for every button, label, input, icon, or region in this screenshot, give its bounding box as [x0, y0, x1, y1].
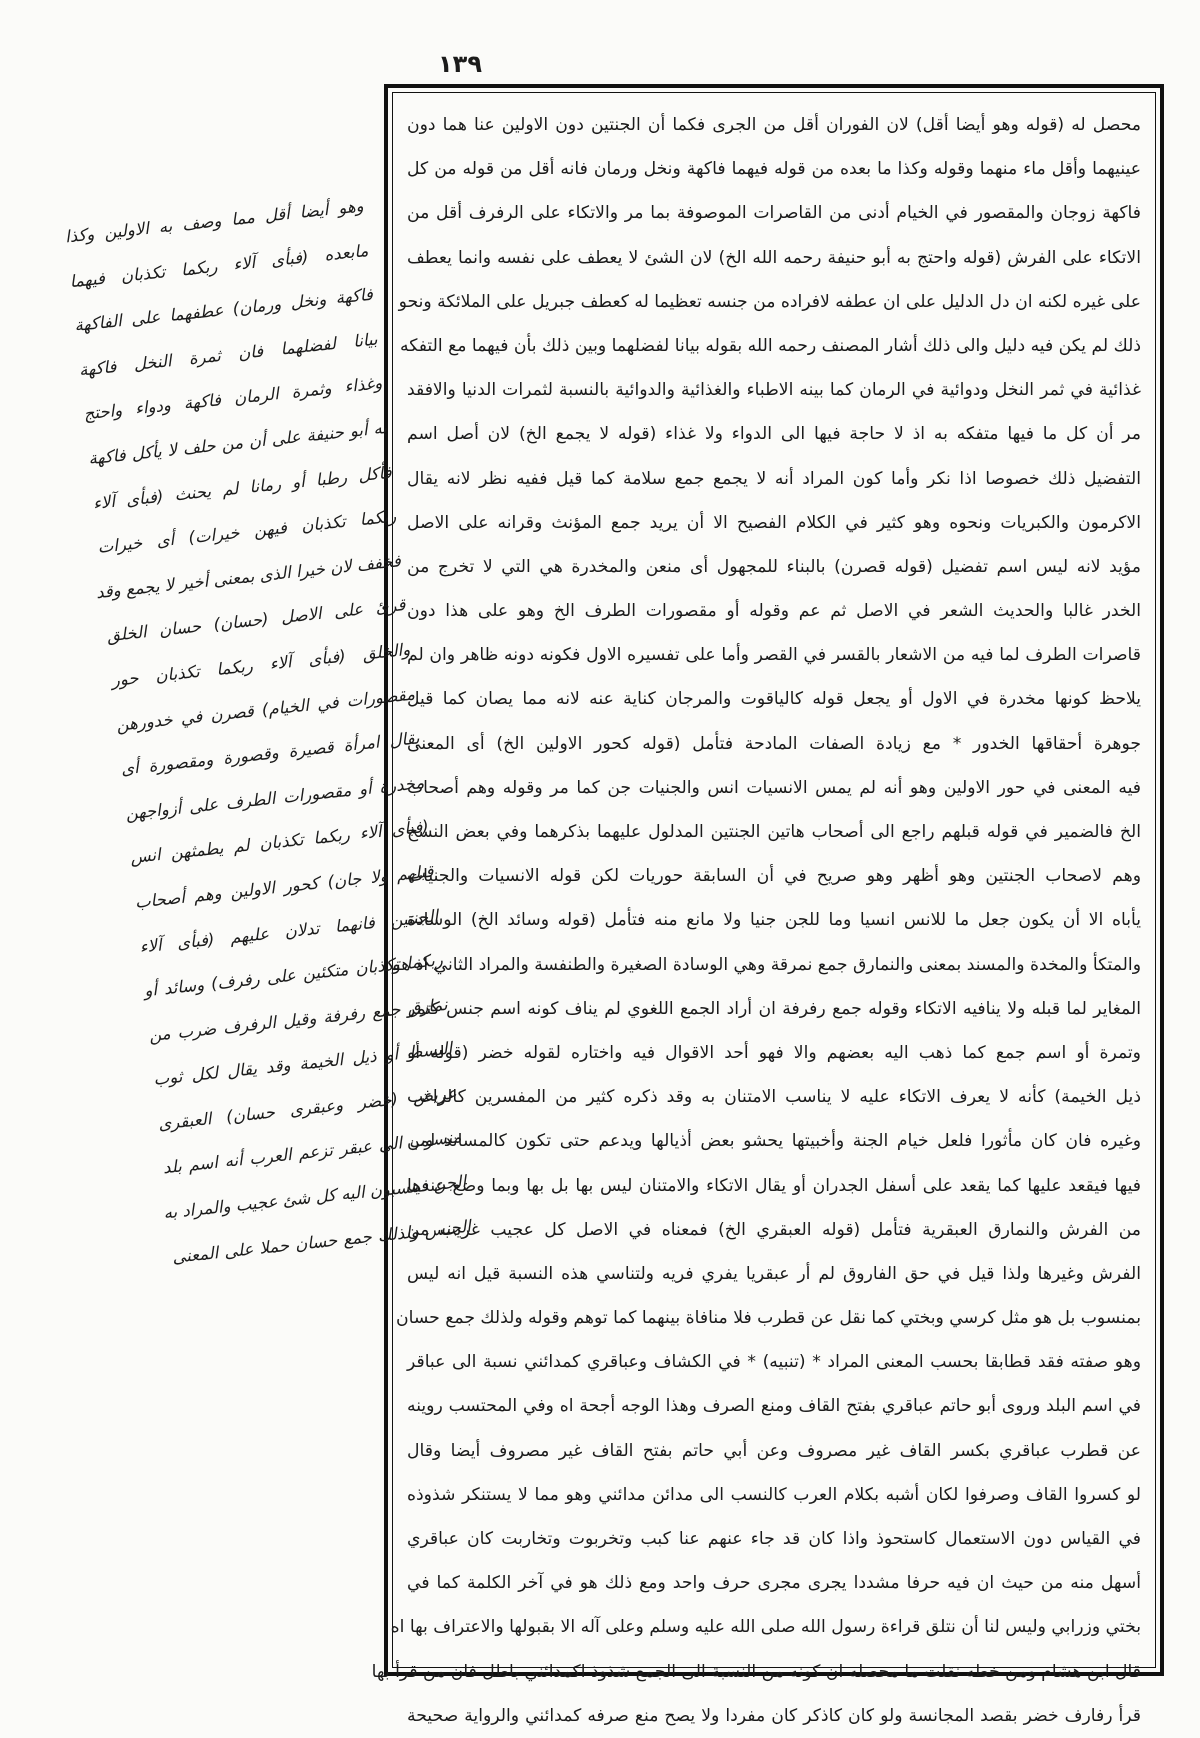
margin-text-line: منسوب الى عبقر تزعم العرب أنه اسم بلد	[161, 1127, 463, 1178]
margin-text-line: بيانا لفضلهما فان ثمرة النخل فاكهة	[78, 329, 379, 380]
margin-text-line: عريض (خضر وعبقرى حسان) العبقرى	[157, 1083, 458, 1134]
margin-text-line: يقال امرأة قصيرة وقصورة ومقصورة أى	[120, 728, 421, 779]
main-text-line: مر أن كل ما فيها متفكه به اذ لا حاجة فيها الى الدواء ولا غذاء (قوله لا يجمع الخ) لان أصل اسم	[407, 424, 1141, 445]
margin-text-line: وهو أيضا أقل مما وصف به الاولين وكذا	[64, 196, 365, 247]
page-number: ١٣٩	[438, 50, 482, 78]
main-text-line: وهو صفته فقد قطابقا بحسب المعنى المراد * (تنبيه) * في الكشاف وعباقري كمدائني نسبة الى عباقر	[407, 1352, 1141, 1373]
main-text-line: في القياس دون الاستعمال كاستحوذ واذا كان قد جاء عنهم عنا كبب وتخربوت وتخاربت كان عباقري	[407, 1529, 1141, 1549]
main-text-line: عن قطرب عباقري بكسر القاف غير مصروف وعن أبي حاتم بفتح القاف غير مصروف أيضا وقال	[407, 1440, 1141, 1461]
margin-text-line: ربكما تكذبان متكئين على رفرف) وسائد أو	[143, 950, 444, 1001]
main-text-line: والمتكأ والمخدة والمسند بمعنى والنمارق جمع نمرقة وهي الوسادة الصغيرة والطنفسة والمراد الثاني اذ هو	[392, 954, 1141, 975]
margin-text-line: فأكل رطبا أو رمانا لم يحنث (فبأى آلاء	[92, 462, 393, 513]
main-text-line: فيه المعنى في حور الاولين وهو أنه لم يمس الانسيات انس والجنيات جن كما مر وقوله وهم أصحاب	[407, 777, 1141, 798]
main-text-line: ذلك لم يكن فيه دليل والى ذلك أشار المصنف رحمه الله بقوله بيانا لفضلهما وبين ذلك بأن فيهما مع التفكه	[400, 335, 1141, 356]
margin-text-line: مابعده (فبأى آلاء ربكما تكذبان فيهما	[68, 240, 370, 291]
main-text-line: عينيهما وأقل ماء منهما وقوله وكذا ما بعده من قوله فيهما فاكهة ونخل ورمان فانه أقل من قوله من كل	[407, 159, 1141, 180]
main-text-line: وهم لاصحاب الجنتين وهو أظهر وهو صريح في أن السابقة حوريات لكن قوله الانسيات والجنيات	[407, 866, 1141, 887]
main-text-line: بختي وزرابي وليس لنا أن نتلق قراءة رسول الله صلى الله عليه وسلم وعلى آله الا بقبولها والاعتراف بها اه	[390, 1617, 1141, 1638]
main-text-line: أسهل منه من حيث ان فيه حرفا مشددا يجرى مجرى حرف واحد ومع ذلك هو في آخر الكلمة كما في	[407, 1573, 1141, 1594]
main-text-line: قرأ رفارف خضر بقصد المجانسة ولو كان كاذكر كان مفردا ولا يصح منع صرفه كمدائني والرواية صحيحة	[407, 1705, 1141, 1726]
margin-text-line: مقصورات في الخيام) قصرن في خدورهن	[115, 684, 416, 735]
margin-text-line: الجنتين فانهما تدلان عليهم (فبأى آلاء	[138, 905, 439, 957]
main-text-line: على غيره لكنه ان دل الدليل على ان عطفه لافراده من جنسه تعظيما له كعطف جبريل على الملائكة ونحو	[398, 291, 1141, 312]
main-text-line: لو كسروا القاف وصرفوا لكان أشبه بكلام العرب كالنسب الى مدائن مدائني وهو مما لا يستنكر شذوذه	[407, 1484, 1141, 1505]
main-text-line: وتمرة أو اسم جمع كما ذهب اليه بعضهم والا فهو أحد الاقوال فيه واختاره لقوله خضر (قوله أو	[407, 1042, 1141, 1063]
main-text-line: الفرش وغيرها ولذا قيل في حق الفاروق لم أر عبقريا يفري فريه ولتناسي هذه النسبة قيل انه ليس	[407, 1263, 1141, 1284]
margin-text-line: وغذاء وثمرة الرمان فاكهة ودواء واحتج	[82, 373, 384, 424]
main-text-line: قاصرات الطرف لما فيه من الاشعار بالقسر في القصر وأما على تفسيره الاول فكونه دونه ظاهر وان لم	[407, 645, 1141, 666]
main-text-line: قال ابن هشام ومن خطه نقلت ما محصله ان كونه من النسبة الى الجمع شذوذ اكمدائني باطل فان من قرأ بها	[371, 1661, 1141, 1682]
margin-text-line: (فبأى آلاء ربكما تكذبان لم يطمثهن انس	[129, 817, 430, 868]
main-text-line: ذيل الخيمة) كأنه لا يعرف الاتكاء عليه لا يناسب الامتنان به وقد ذكره كثير من المفسرين كالراغب	[407, 1087, 1141, 1108]
margin-text-line: الجنس ولذلك جمع حسان حملا على المعنى	[171, 1216, 472, 1267]
margin-text-line: به أبو حنيفة على أن من حلف لا يأكل فاكهة	[87, 418, 388, 469]
main-text-line: بمنسوب بل هو مثل كرسي وبختي كما نقل عن قطرب فلا منافاة بينهما كما توهم وقوله ولذلك جمع حسان	[395, 1308, 1141, 1329]
main-text-line: جوهرة أحقاقها الخدور * مع زيادة الصفات المادحة فتأمل (قوله كحور الاولين الخ) أى المعنى	[407, 733, 1141, 754]
margin-text-line: والخلق (فبأى آلاء ربكما تكذبان حور	[110, 639, 412, 691]
main-text-line: الخ فالضمير في قوله قبلهم راجع الى أصحاب هاتين الجنتين المدلول عليهما بذكرهما وفي بعض النسخ	[407, 822, 1141, 842]
main-text-line: التفضيل ذلك خصوصا اذا نكر وأما كون المراد أنه لا يجمع جمع سلامة كما قيل ففيه نظر لانه يقال	[407, 468, 1141, 489]
main-text-frame	[371, 84, 1164, 1726]
margin-text-line: فخفف لان خيرا الذى بمعنى أخير لا يجمع وقد	[94, 551, 402, 602]
margin-text-line: قرئ على الاصل (حسان) حسان الخلق	[106, 595, 407, 646]
main-text-line: فيها فيقعد عليها كما يقعد على أسفل الجدران أو يقال الاتكاء والامتنان ليس بها بل بها وبما وضع عندها	[407, 1175, 1141, 1196]
main-text-body	[371, 92, 1156, 1726]
margin-text-line: الجن فينسبون اليه كل شئ عجيب والمراد به	[162, 1171, 467, 1223]
main-text-line: وغيره فان كان مأثورا فلعل خيام الجنة وأخبيتها يحشو بعض أذيالها ويدعم حتى تكون كالمساند لمن	[407, 1131, 1141, 1152]
main-text-line: غذائية في ثمر النخل ودوائية في الرمان كما بينه الاطباء والغذائية والدوائية بالنسبة لثمرات الدنيا والافقد	[407, 380, 1141, 401]
main-text-line: من الفرش والنمارق العبقرية فتأمل (قوله العبقري الخ) فمعناه في الاصل كل عجيب غريب من	[407, 1219, 1141, 1240]
main-text-line: فاكهة زوجان والمقصور في الخيام أدنى من القاصرات الموصوفة بما مر والاتكاء على الرفرف أقل من	[407, 203, 1141, 224]
main-text-line: محصل له (قوله وهو أيضا أقل) لان الفوران أقل من الجرى فكما أن الجنتين دون الاولين عنا هما دون	[407, 115, 1141, 135]
main-text-line: الخدر غالبا والحديث الشعر في الاصل ثم عم وقوله أو مقصورات الطرف الخ وهو على هذا دون	[407, 601, 1141, 622]
margin-text-line: ربكما تكذبان فيهن خيرات) أى خيرات	[96, 506, 398, 557]
margin-text-line: فاكهة ونخل ورمان) عطفهما على الفاكهة	[73, 284, 374, 336]
main-text-line: يأباه الا أن يكون جعل ما للانس انسيا وما للجن جنيا ولا مانع منه فتأمل (قوله وسائد الخ) الوسادة	[407, 910, 1141, 931]
main-text-line: المغاير لما قبله ولا ينافيه الاتكاء وقوله جمع رفرفة ان أراد الجمع اللغوي لم يناف كونه اسم جنس كتمر	[407, 998, 1141, 1019]
margin-text-line: قبلهم ولا جان) كحور الاولين وهم أصحاب	[133, 861, 435, 912]
main-text-line: يلاحظ كونها مخدرة في الاول أو يجعل قوله كالياقوت والمرجان كناية عنه لانه مما يصان كما قيل	[407, 689, 1141, 710]
margin-text-line: البسط أو ذيل الخيمة وقد يقال لكل ثوب	[152, 1038, 453, 1090]
main-text-line: الاكرمون والكبريات ونحوه وهو كثير في الكلام الفصيح الا أن يريد جمع المؤنث وقرانه على الاصل	[407, 512, 1141, 533]
main-text-line: مؤيد لانه ليس اسم تفضيل (قوله قصرن) بالبناء للمجهول أى منعن والمخدرة هي التي لا تخرج من	[407, 556, 1141, 577]
main-text-line: الاتكاء على الفرش (قوله واحتج به أبو حنيفة رحمه الله الخ) لان الشئ لا يعطف على نفسه وانما يعطف	[407, 247, 1141, 268]
margin-text-line: مخدرة أو مقصورات الطرف على أزواجهن	[124, 772, 426, 824]
margin-text-line: نمارق جمع رفرفة وقيل الرفرف ضرب من	[147, 994, 449, 1045]
main-text-line: في اسم البلد وروى أبو حاتم عباقري بفتح القاف ومنع الصرف وهذا الوجه أجحة اه وفي المحتسب روينه	[407, 1396, 1141, 1417]
